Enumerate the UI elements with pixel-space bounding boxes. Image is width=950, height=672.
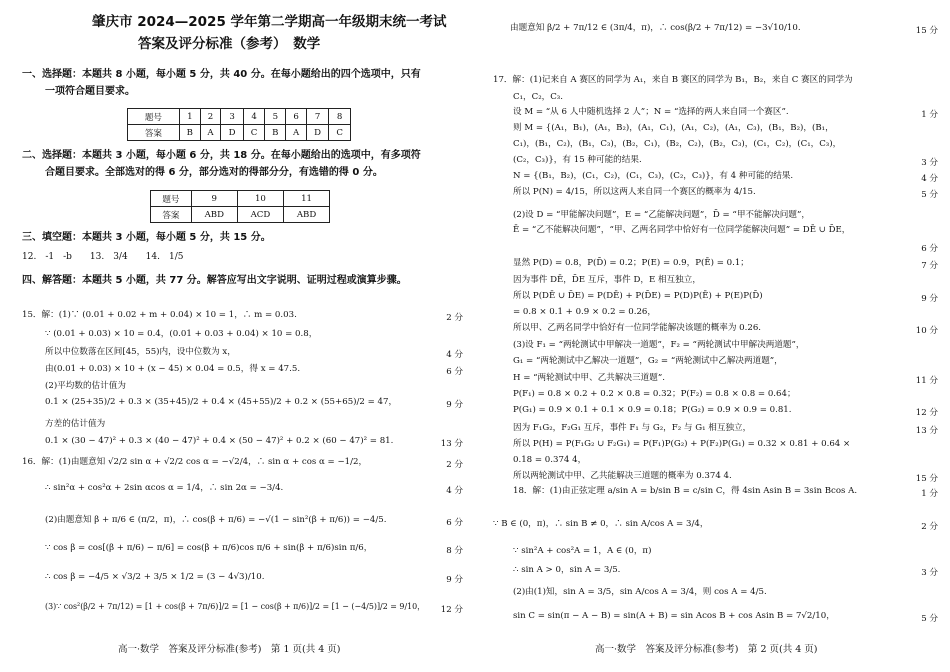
table-row bbox=[151, 191, 330, 207]
solution-line: 0.1 × (25+35)/2 + 0.3 × (35+45)/2 + 0.4 × (45+55)/2 + 0.2 × (55+65)/2 = 47， bbox=[45, 397, 398, 407]
score-mark: 1 分 bbox=[921, 489, 938, 499]
table-cell: C bbox=[243, 125, 265, 141]
table-row bbox=[128, 125, 351, 141]
score-mark: 6 分 bbox=[446, 518, 463, 528]
solution-line: N = {(B₁，B₂)，(C₁，C₂)，(C₁，C₃)，(C₂，C₃)}，有 4 种可能的结果. bbox=[513, 171, 794, 181]
table-cell: ABD bbox=[191, 207, 237, 223]
solution-line: 所以 P(DĒ ∪ D̄E) = P(DĒ) + P(D̄E) = P(D)P(Ē) + P(E)P(D̄) bbox=[513, 291, 763, 301]
score-mark: 4 分 bbox=[921, 174, 938, 184]
table-cell: 1 bbox=[179, 109, 200, 125]
score-mark: 15 分 bbox=[915, 26, 938, 36]
solution-line: ∴ cos β = −4/5 × √3/2 + 3/5 × 1/2 = (3 − 4√3)/10. bbox=[45, 572, 265, 582]
solution-line: G₁ = “两轮测试中乙解决一道题”，G₂ = “两轮测试中乙解决两道题”， bbox=[513, 356, 783, 366]
table-cell: 3 bbox=[221, 109, 243, 125]
footer-page1: 高一·数学 答案及评分标准(参考) 第 1 页(共 4 页) bbox=[118, 644, 341, 655]
table-cell: 11 bbox=[284, 191, 330, 207]
solution-line: 设 M = “从 6 人中随机选择 2 人”；N = “选择的两人来自同一个赛区”. bbox=[513, 107, 789, 117]
solution-line: C₁，C₂，C₃. bbox=[513, 92, 563, 102]
solution-line: 所以 P(H) = P(F₁G₂ ∪ F₂G₁) = P(F₁)P(G₂) + P(F₂)P(G₁) = 0.32 × 0.81 + 0.64 × bbox=[513, 439, 851, 449]
solution-line: ∵ cos β = cos[(β + π/6) − π/6] = cos(β + π/6)cos π/6 + sin(β + π/6)sin π/6， bbox=[45, 543, 373, 553]
solution-line: (2)由(1)知，sin A = 3/5，sin A/cos A = 3/4，则 cos A = 4/5. bbox=[513, 587, 767, 597]
table-cell: 7 bbox=[306, 109, 328, 125]
solution-line: (3)设 F₁ = “两轮测试中甲解决一道题”，F₂ = “两轮测试中甲解决两道题”， bbox=[513, 340, 805, 350]
solution-line: 18．解：(1)由正弦定理 a/sin A = b/sin B = c/sin C，得 4sin Asin B = 3sin Bcos A. bbox=[513, 486, 858, 496]
score-mark: 2 分 bbox=[446, 313, 463, 323]
table-cell: 题号 bbox=[151, 191, 192, 207]
table-cell: 6 bbox=[286, 109, 307, 125]
table-cell: C bbox=[329, 125, 351, 141]
table-cell: 题号 bbox=[128, 109, 180, 125]
score-mark: 4 分 bbox=[446, 350, 463, 360]
solution-line: 16．解：(1)由题意知 √2/2 sin α + √2/2 cos α = −√2/4，∴ sin α + cos α = −1/2， bbox=[22, 457, 368, 467]
section1-answer-table bbox=[127, 108, 351, 141]
solution-line: 0.18 = 0.374 4， bbox=[513, 455, 587, 465]
score-mark: 11 分 bbox=[915, 376, 938, 386]
table-cell: 答案 bbox=[151, 207, 192, 223]
solution-line: 所以 P(N) = 4/15，所以这两人来自同一个赛区的概率为 4/15. bbox=[513, 187, 756, 197]
solution-line: 由(0.01 + 0.03) × 10 + (x − 45) × 0.04 = 0.5，得 x = 47.5. bbox=[45, 364, 301, 374]
solution-line: (2)设 D = “甲能解决问题”，E = “乙能解决问题”，D̄ = “甲不能解决问题”， bbox=[513, 210, 810, 220]
exam-title-line1: 肇庆市 2024—2025 学年第二学期高一年级期末统一考试 bbox=[92, 14, 447, 30]
solution-line: C₁)，(B₁，C₂)，(B₁，C₃)，(B₂，C₁)，(B₂，C₂)，(B₂，C₃)，(C₁，C₂)，(C₁，C₃)， bbox=[513, 139, 842, 149]
solution-line: 由题意知 β/2 + 7π/12 ∈ (3π/4，π)，∴ cos(β/2 + 7π/12) = −3√10/10. bbox=[510, 23, 801, 33]
solution-line: P(G₁) = 0.9 × 0.1 + 0.1 × 0.9 = 0.18；P(G₂) = 0.9 × 0.9 = 0.81. bbox=[513, 405, 792, 415]
fill-blank-answers: 12. -1 -b 13. 3/4 14. 1/5 bbox=[22, 252, 184, 262]
solution-line: 15．解：(1)∵ (0.01 + 0.02 + m + 0.04) × 10 = 1，∴ m = 0.03. bbox=[22, 310, 297, 320]
solution-line: 因为事件 DĒ，D̄E 互斥，事件 D，E 相互独立， bbox=[513, 275, 701, 285]
table-cell: ABD bbox=[284, 207, 330, 223]
score-mark: 13 分 bbox=[440, 439, 463, 449]
table-row bbox=[128, 109, 351, 125]
solution-line: 则 M = {(A₁，B₁)，(A₁，B₂)，(A₁，C₁)，(A₁，C₂)，(A₁，C₃)，(B₁，B₂)，(B₁， bbox=[513, 123, 834, 133]
score-mark: 12 分 bbox=[440, 605, 463, 615]
solution-line: P(F₁) = 0.8 × 0.2 + 0.2 × 0.8 = 0.32；P(F₂) = 0.8 × 0.8 = 0.64； bbox=[513, 389, 796, 399]
score-mark: 15 分 bbox=[915, 474, 938, 484]
table-cell: 8 bbox=[329, 109, 351, 125]
score-mark: 5 分 bbox=[921, 190, 938, 200]
table-cell: ACD bbox=[237, 207, 283, 223]
score-mark: 7 分 bbox=[921, 261, 938, 271]
score-mark: 6 分 bbox=[446, 367, 463, 377]
table-cell: 答案 bbox=[128, 125, 180, 141]
solution-line: ∵ sin²A + cos²A = 1，A ∈ (0，π) bbox=[513, 546, 652, 556]
score-mark: 3 分 bbox=[921, 568, 938, 578]
table-row bbox=[151, 207, 330, 223]
solution-line: = 0.8 × 0.1 + 0.9 × 0.2 = 0.26， bbox=[513, 307, 656, 317]
table-cell: A bbox=[286, 125, 307, 141]
section4-heading: 四、解答题：本题共 5 小题，共 77 分。解答应写出文字说明、证明过程或演算步骤。 bbox=[22, 275, 407, 286]
table-cell: 2 bbox=[200, 109, 221, 125]
score-mark: 8 分 bbox=[446, 546, 463, 556]
solution-line: Ē = “乙不能解决问题”，“甲、乙两名同学中恰好有一位同学能解决问题” = DĒ ∪ D̄E， bbox=[513, 225, 851, 235]
solution-line: 所以甲、乙两名同学中恰好有一位同学能解决该题的概率为 0.26. bbox=[513, 323, 762, 333]
section3-heading: 三、填空题：本题共 3 小题，每小题 5 分，共 15 分。 bbox=[22, 232, 271, 243]
table-cell: D bbox=[306, 125, 328, 141]
solution-line: 所以中位数落在区间[45，55)内，设中位数为 x， bbox=[45, 347, 236, 357]
score-mark: 4 分 bbox=[446, 486, 463, 496]
section1-heading-cont: 一项符合题目要求。 bbox=[45, 86, 135, 97]
solution-line: (2)由题意知 β + π/6 ∈ (π/2，π)，∴ cos(β + π/6) = −√(1 − sin²(β + π/6)) = −4/5. bbox=[45, 515, 387, 525]
solution-line: (3)∵ cos²(β/2 + 7π/12) = [1 + cos(β + 7π/6)]/2 = [1 − cos(β + π/6)]/2 = [1 − (−4/5)]/2 = 9/10， bbox=[45, 602, 426, 612]
solution-line: 0.1 × (30 − 47)² + 0.3 × (40 − 47)² + 0.4 × (50 − 47)² + 0.2 × (60 − 47)² = 81. bbox=[45, 436, 394, 446]
solution-line: ∴ sin A > 0，sin A = 3/5. bbox=[513, 565, 621, 575]
score-mark: 2 分 bbox=[921, 522, 938, 532]
solution-line: sin C = sin(π − A − B) = sin(A + B) = sin Acos B + cos Asin B = 7√2/10， bbox=[513, 611, 835, 621]
footer-page2: 高一·数学 答案及评分标准(参考) 第 2 页(共 4 页) bbox=[595, 644, 818, 655]
score-mark: 6 分 bbox=[921, 244, 938, 254]
table-cell: 10 bbox=[237, 191, 283, 207]
score-mark: 5 分 bbox=[921, 614, 938, 624]
solution-line: ∵ (0.01 + 0.03) × 10 = 0.4，(0.01 + 0.03 + 0.04) × 10 = 0.8， bbox=[45, 329, 318, 339]
table-cell: A bbox=[200, 125, 221, 141]
solution-line: 因为 F₁G₂，F₂G₁ 互斥，事件 F₁ 与 G₂，F₂ 与 G₁ 相互独立， bbox=[513, 423, 752, 433]
right-page bbox=[475, 0, 950, 672]
table-cell: 9 bbox=[191, 191, 237, 207]
score-mark: 10 分 bbox=[915, 326, 938, 336]
section1-heading: 一、选择题：本题共 8 小题，每小题 5 分，共 40 分。在每小题给出的四个选项中，只有 bbox=[22, 69, 421, 80]
table-cell: 4 bbox=[243, 109, 265, 125]
score-mark: 12 分 bbox=[915, 408, 938, 418]
score-mark: 9 分 bbox=[446, 400, 463, 410]
exam-title-line2: 答案及评分标准（参考） 数学 bbox=[138, 36, 321, 52]
solution-line: 显然 P(D) = 0.8，P(D̄) = 0.2；P(E) = 0.9，P(Ē) = 0.1； bbox=[513, 258, 749, 268]
solution-line: (C₂，C₃)}，有 15 种可能的结果. bbox=[513, 155, 642, 165]
section2-answer-table bbox=[150, 190, 330, 223]
solution-line: H = “两轮测试中甲、乙共解决三道题”. bbox=[513, 373, 665, 383]
solution-line: 17．解：(1)记来自 A 赛区的同学为 A₁，来自 B 赛区的同学为 B₁，B₂，来自 C 赛区的同学为 bbox=[493, 75, 853, 85]
table-cell: B bbox=[179, 125, 200, 141]
score-mark: 9 分 bbox=[446, 575, 463, 585]
score-mark: 2 分 bbox=[446, 460, 463, 470]
score-mark: 13 分 bbox=[915, 426, 938, 436]
table-cell: B bbox=[265, 125, 286, 141]
section2-heading: 二、选择题：本题共 3 小题，每小题 6 分，共 18 分。在每小题给出的选项中，有多项符 bbox=[22, 150, 421, 161]
solution-line: 所以两轮测试中甲、乙共能解决三道题的概率为 0.374 4. bbox=[513, 471, 732, 481]
solution-line: ∴ sin²α + cos²α + 2sin αcos α = 1/4，∴ sin 2α = −3/4. bbox=[45, 483, 284, 493]
table-cell: D bbox=[221, 125, 243, 141]
score-mark: 3 分 bbox=[921, 158, 938, 168]
solution-line: (2)平均数的估计值为 bbox=[45, 381, 126, 391]
score-mark: 1 分 bbox=[921, 110, 938, 120]
table-cell: 5 bbox=[265, 109, 286, 125]
score-mark: 9 分 bbox=[921, 294, 938, 304]
solution-line: ∵ B ∈ (0，π)，∴ sin B ≠ 0，∴ sin A/cos A = 3/4， bbox=[493, 519, 709, 529]
solution-line: 方差的估计值为 bbox=[45, 419, 106, 429]
section2-heading-cont: 合题目要求。全部选对的得 6 分，部分选对的得部分分，有选错的得 0 分。 bbox=[45, 167, 383, 178]
